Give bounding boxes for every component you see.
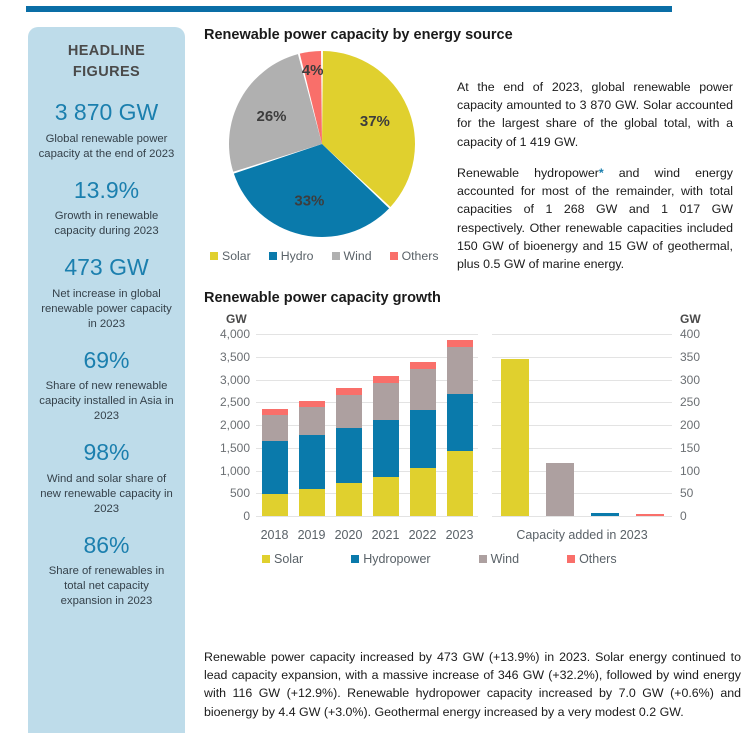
bar-legend-item [479,552,519,566]
bar-segment-hydropower [410,410,436,467]
bar-legend-label: Others [579,552,617,566]
main-content [204,27,741,566]
sidebar-stats-list [38,98,175,609]
bar-x-axis-label: 2018 [260,528,289,542]
bar-x-axis-label: 2019 [297,528,326,542]
pie-slice-label: 33% [294,192,325,210]
legend-swatch-icon [332,252,340,260]
capacity-added-bar-solar [501,359,529,516]
right-axis-tick: 350 [680,349,701,364]
bar-segment-solar [447,451,473,516]
stat-label: Share of new renewable capacity installed in Asia in 2023 [39,380,174,423]
pie-slice-label: 26% [256,108,287,126]
bar-segment-others [336,388,362,395]
bar-x-axis-label: 2023 [445,528,474,542]
bar-segment-wind [373,383,399,421]
pie-slice-label: 4% [301,62,324,80]
bar-segment-wind [336,395,362,428]
chart-gridline [256,448,478,449]
bar-segment-solar [262,494,288,516]
bar-segment-hydropower [299,435,325,489]
pie-paragraph-2-part2: and wind energy accounted for most of the remainder, with total capacities of 1 268 GW and 1 017 GW respectively. Other renewable capacities included 150 GW of bioenergy and 15 GW of geothermal, plus 0.5 GW of marine energy. [457,165,733,272]
legend-swatch-icon [210,252,218,260]
pie-slice-label: 37% [359,113,390,131]
sidebar-title-line2: FIGURES [72,64,141,81]
left-axis-tick: 3,500 [219,349,250,364]
stacked-bar-column [410,362,436,516]
stat-block [38,98,175,162]
right-axis-unit-label: GW [680,312,701,326]
right-axis-tick: 200 [680,418,701,432]
stacked-bar-column [262,409,288,516]
pie-legend [210,249,438,263]
pie-chart [214,47,454,277]
pie-paragraph-2 [457,164,733,273]
stat-value: 13.9% [73,176,140,203]
chart-gridline [256,402,478,403]
bar-segment-others [373,376,399,383]
bar-x-axis-label: 2021 [371,528,400,542]
chart-gridline [256,471,478,472]
stacked-bar-column [373,376,399,516]
legend-swatch-icon [351,555,359,563]
bar-segment-wind [262,415,288,441]
stat-value: 3 870 GW [54,99,159,126]
chart-gridline [256,425,478,426]
legend-swatch-icon [479,555,487,563]
legend-swatch-icon [390,252,398,260]
pie-chart-svg [214,47,454,247]
bar-segment-solar [373,477,399,516]
left-axis-tick: 3,000 [219,372,250,387]
stat-label: Wind and solar share of new renewable capacity in 2023 [40,472,173,515]
stat-label: Global renewable power capacity at the end of 2023 [38,132,175,160]
top-accent-rule [26,6,672,12]
pie-legend-label: Hydro [280,249,314,263]
stat-label: Share of renewables in total net capacity expansion in 2023 [48,565,165,608]
bar-section [204,290,741,566]
stat-block [38,438,175,516]
stat-value: 86% [83,531,130,558]
bar-section-title: Renewable power capacity growth [204,290,441,306]
right-axis-tick: 400 [680,327,701,341]
capacity-added-panel-label: Capacity added in 2023 [516,528,648,542]
stacked-bar-column [299,401,325,516]
right-axis-tick: 300 [680,372,701,387]
chart-gridline [492,334,672,335]
stat-value: 98% [83,439,130,466]
stacked-bar-column [447,340,473,516]
sidebar-title-line1: HEADLINE [67,43,146,59]
bar-segment-others [447,340,473,348]
stacked-bar-column [336,388,362,516]
capacity-added-bar-hydropower [591,513,619,516]
stat-label: Net increase in global renewable power capacity in 2023 [41,287,172,330]
chart-gridline [256,334,478,335]
left-axis-tick: 2,500 [219,395,250,410]
bar-segment-wind [410,369,436,410]
left-axis-tick: 4,000 [219,327,250,341]
pie-legend-label: Solar [222,249,251,263]
bar-segment-hydropower [373,420,399,476]
stat-block [38,346,175,424]
capacity-added-bar-others [636,514,664,517]
pie-paragraph-1: At the end of 2023, global renewable power capacity amounted to 3 870 GW. Solar accounted for the largest share of the global total, with a capacity of 1 419 GW. [457,80,733,149]
bar-legend-item [351,552,430,566]
pie-paragraph-2-part1: Renewable hydropower [457,165,599,180]
bar-segment-wind [299,407,325,435]
bar-legend-item [262,552,303,566]
chart-gridline [256,380,478,381]
pie-legend-label: Others [401,249,439,263]
chart-gridline [256,493,478,494]
pie-legend-item [269,249,314,263]
pie-legend-label: Wind [343,249,372,263]
chart-gridline [492,516,672,517]
legend-swatch-icon [269,252,277,260]
bar-segment-others [410,362,436,370]
right-axis-tick: 0 [680,509,687,523]
pie-legend-item [210,249,251,263]
right-axis-tick: 100 [680,463,701,478]
bar-segment-hydropower [447,394,473,452]
chart-gridline [256,516,478,517]
left-axis-tick: 1,000 [219,463,250,478]
bar-legend-item [567,552,617,566]
pie-legend-item [332,249,372,263]
left-axis-tick: 2,000 [219,418,250,432]
bar-chart-legend [262,552,617,566]
stat-value: 473 GW [64,254,149,281]
left-axis-tick: 500 [229,486,250,501]
bar-segment-solar [410,468,436,516]
bar-segment-hydropower [262,441,288,494]
bar-x-axis-label: 2022 [408,528,437,542]
bar-legend-label: Solar [274,552,304,566]
bar-segment-wind [447,347,473,393]
stat-label: Growth in renewable capacity during 2023 [54,210,159,238]
bar-segment-solar [336,483,362,516]
capacity-added-bar-wind [546,463,574,516]
pie-legend-item [390,249,439,263]
bar-chart [204,312,741,562]
legend-swatch-icon [262,555,270,563]
stat-block [38,531,175,609]
bar-legend-label: Wind [490,552,520,566]
chart-gridline [256,357,478,358]
bottom-summary-text: Renewable power capacity increased by 473 GW (+13.9%) in 2023. Solar energy continued to lead capacity expansion, with a massive increase of 346 GW (+32.2%), followed by wind energy with 116 GW (+12.9%). Renewable hydropower capacity increased by 7.0 GW (+0.6%) and bioenergy by 4.4 GW (+3.0%). Geothermal energy increased by a very modest 0.2 GW. [204,650,741,719]
bar-x-axis-label: 2020 [334,528,363,542]
bar-segment-solar [299,489,325,516]
sidebar-title [38,41,175,83]
stat-value: 69% [83,346,130,373]
left-axis-tick: 1,500 [219,440,250,455]
footnote-marker: * [598,165,604,180]
pie-section [204,27,741,282]
bar-legend-label: Hydropower [363,552,431,566]
right-axis-tick: 250 [680,395,701,410]
bar-segment-hydropower [336,428,362,483]
headline-figures-sidebar [28,27,185,733]
pie-section-title: Renewable power capacity by energy source [204,27,513,43]
left-axis-tick: 0 [243,509,250,523]
legend-swatch-icon [567,555,575,563]
right-axis-tick: 50 [680,486,694,501]
pie-section-text [457,78,733,273]
right-axis-tick: 150 [680,440,701,455]
stat-block [38,253,175,331]
left-axis-unit-label: GW [226,312,247,326]
stat-block [38,176,175,240]
